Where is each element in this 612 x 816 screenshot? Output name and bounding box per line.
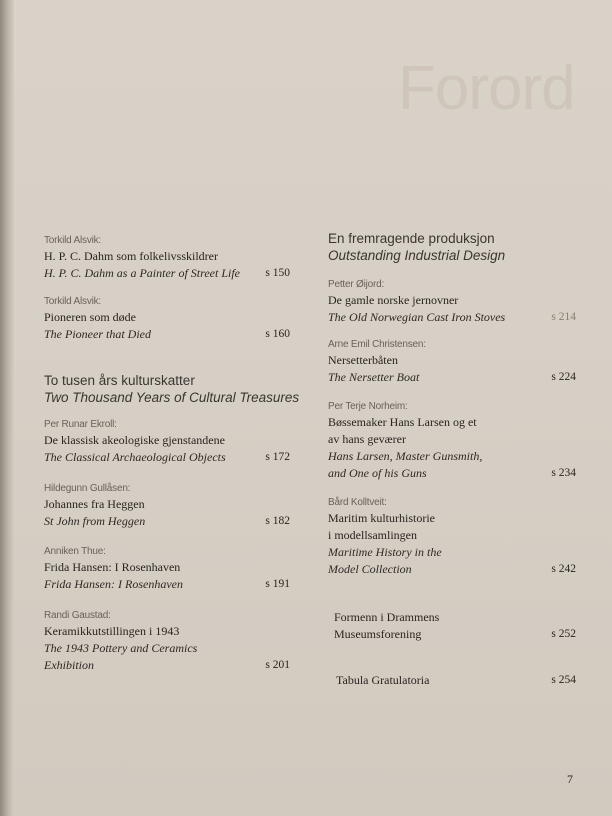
entry-title-no: Keramikkutstillingen i 1943	[44, 624, 180, 638]
entry-title-no: av hans geværer	[328, 432, 406, 446]
section-title-no: To tusen års kulturskatter	[44, 373, 195, 388]
entry-title-no: Pioneren som døde	[44, 310, 136, 324]
section-heading-left	[44, 372, 300, 406]
toc-entry-rosenhaven	[44, 545, 290, 593]
toc-entry-maritime	[328, 496, 576, 578]
entry-title-no: Bøssemaker Hans Larsen og et	[328, 415, 477, 429]
entry-author: Per Runar Ekroll:	[44, 419, 117, 430]
toc-entry-classical	[44, 418, 290, 466]
entry-page: s 182	[265, 515, 290, 527]
toc-entry-tabula	[328, 672, 576, 689]
page-binding-shadow	[0, 0, 14, 816]
entry-page: s 224	[551, 371, 576, 383]
section-title-en: Two Thousand Years of Cultural Treasures	[44, 390, 300, 405]
entry-author: Randi Gaustad:	[44, 610, 111, 621]
entry-author: Arne Emil Christensen:	[328, 339, 426, 350]
entry-page: s 160	[265, 328, 290, 340]
toc-entry-stoves	[328, 278, 576, 326]
toc-entry-formenn	[328, 609, 576, 643]
entry-author: Anniken Thue:	[44, 546, 106, 557]
entry-page: s 150	[265, 267, 290, 279]
entry-author: Bård Kolltveit:	[328, 497, 387, 508]
show-through-heading: Forord	[398, 54, 575, 123]
entry-page: s 214	[551, 311, 576, 323]
entry-title-no: H. P. C. Dahm som folkelivsskildrer	[44, 249, 218, 263]
entry-title-en: Frida Hansen: I Rosenhaven s 191	[44, 577, 290, 591]
entry-title-no: Museumsforening s 252	[334, 627, 576, 641]
entry-title-en: The Pioneer that Died s 160	[44, 327, 290, 341]
entry-title-en: Hans Larsen, Master Gunsmith,	[328, 449, 483, 463]
folio-page-number: 7	[567, 772, 573, 786]
entry-page: s 201	[265, 659, 290, 671]
entry-title-en: The Old Norwegian Cast Iron Stoves s 214	[328, 310, 576, 324]
entry-page: s 234	[551, 467, 576, 479]
entry-title-en: Maritime History in the	[328, 545, 442, 559]
entry-title-no: Johannes fra Heggen	[44, 497, 145, 511]
section-title-en: Outstanding Industrial Design	[328, 248, 506, 263]
entry-author: Torkild Alsvik:	[44, 296, 102, 307]
entry-page: s 242	[551, 563, 576, 575]
entry-title-en: and One of his Guns s 234	[328, 466, 576, 480]
entry-title-en: The Nersetter Boat s 224	[328, 370, 576, 384]
entry-author: Torkild Alsvik:	[44, 235, 102, 246]
toc-entry-heggen	[44, 482, 290, 530]
entry-title-no: i modellsamlingen	[328, 528, 417, 542]
entry-title-en: The Classical Archaeological Objects s 172	[44, 450, 290, 464]
entry-title-no: De gamle norske jernovner	[328, 293, 459, 307]
entry-title-no: De klassisk akeologiske gjenstandene	[44, 433, 225, 447]
entry-page: s 252	[551, 628, 576, 640]
entry-title-en: H. P. C. Dahm as a Painter of Street Life s 150	[44, 266, 290, 280]
entry-title-en: St John from Heggen s 182	[44, 514, 290, 528]
entry-page: s 172	[265, 451, 290, 463]
entry-page: s 191	[265, 578, 290, 590]
entry-title-en: Exhibition s 201	[44, 658, 290, 672]
entry-title-en: Model Collection s 242	[328, 562, 576, 576]
entry-title-no: Nersetterbåten	[328, 353, 398, 367]
entry-author: Hildegunn Gullåsen:	[44, 483, 131, 494]
toc-entry-dahm	[44, 234, 290, 282]
entry-title-en: The 1943 Pottery and Ceramics	[44, 641, 198, 655]
toc-entry-pottery	[44, 609, 290, 674]
section-title-no: En fremragende produksjon	[328, 231, 495, 246]
entry-author: Per Terje Norheim:	[328, 401, 408, 412]
toc-entry-pioneer	[44, 295, 290, 343]
entry-title-no: Frida Hansen: I Rosenhaven	[44, 560, 181, 574]
entry-title-no: Formenn i Drammens	[334, 610, 440, 624]
entry-title-no: Maritim kulturhistorie	[328, 511, 435, 525]
entry-page: s 254	[551, 674, 576, 686]
toc-entry-gunsmith	[328, 400, 576, 482]
entry-title-no: Tabula Gratulatoria s 254	[336, 673, 576, 687]
toc-entry-boat	[328, 338, 576, 386]
entry-author: Petter Øijord:	[328, 279, 385, 290]
section-heading-right	[328, 230, 576, 264]
